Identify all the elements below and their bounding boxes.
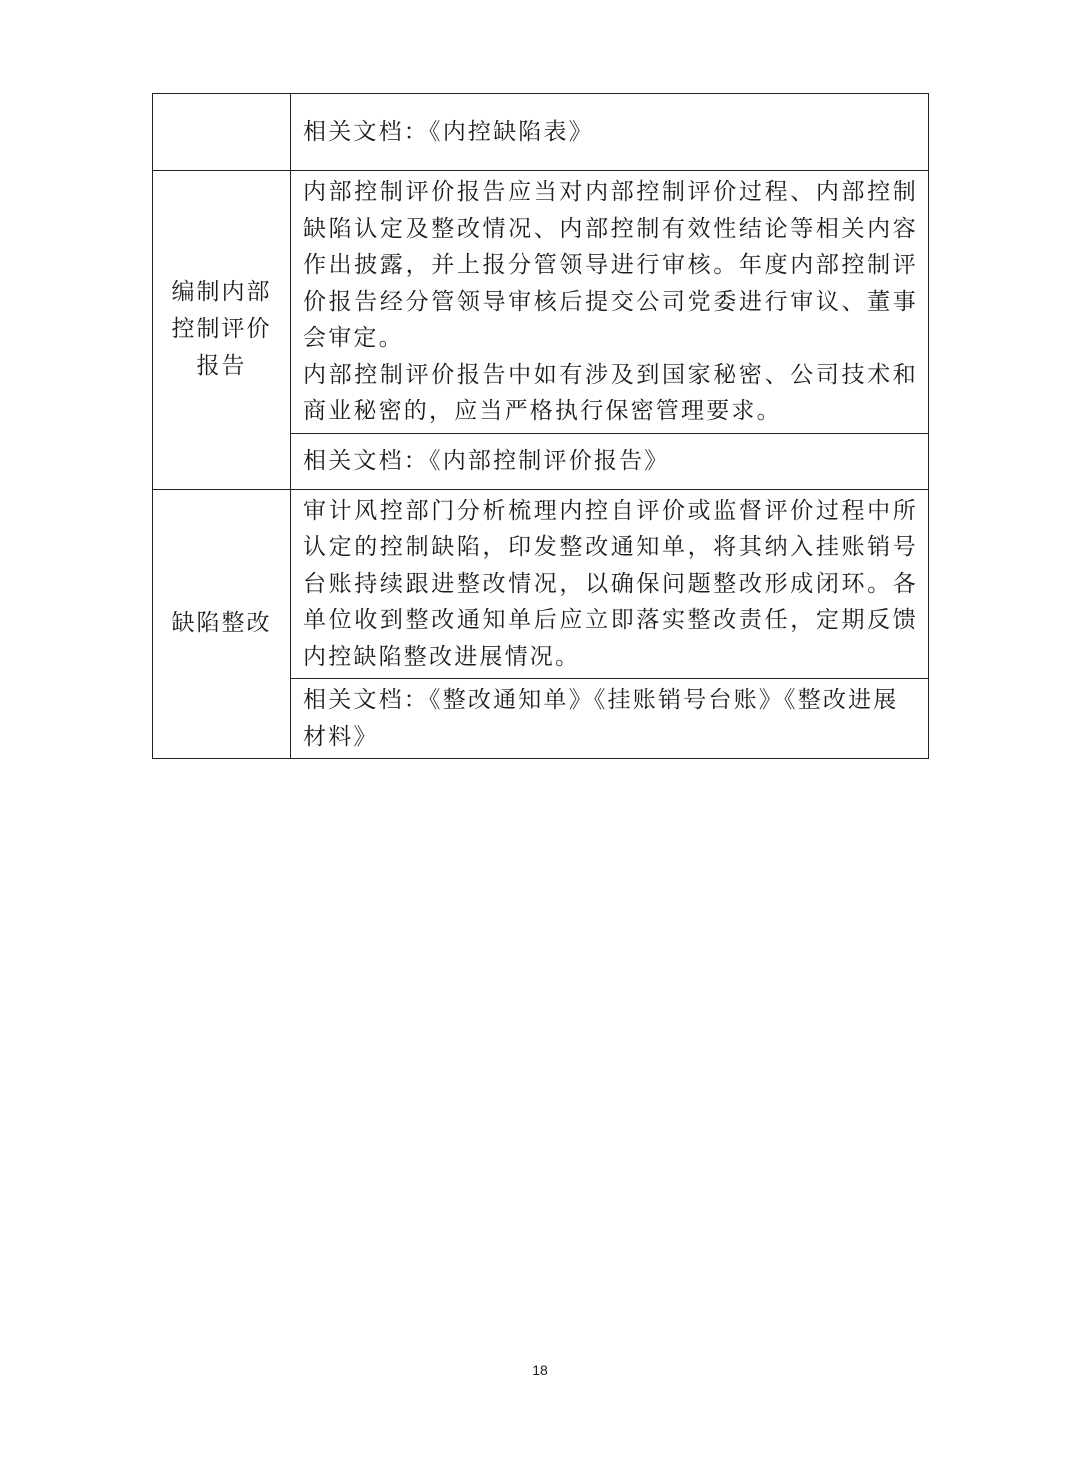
related-docs-text: 相关文档：《内部控制评价报告》 (303, 447, 670, 474)
related-docs-cell (291, 433, 929, 489)
row-label-cell (153, 94, 291, 171)
table-row (153, 171, 929, 434)
row-label-cell (153, 171, 291, 490)
related-docs-text: 相关文档：《整改通知单》《挂账销号台账》《整改进展材料》 (303, 687, 899, 750)
row-label: 缺陷整改 (171, 610, 272, 637)
row-label-cell (153, 489, 291, 759)
content-paragraph: 审计风控部门分析梳理内控自评价或监督评价过程中所认定的控制缺陷，印发整改通知单，将其纳入挂账销号台账持续跟进整改情况，以确保问题整改形成闭环。各单位收到整改通知单后应立即落实整改责任，定期反馈内控缺陷整改进展情况。 (303, 497, 918, 670)
content-paragraph: 内部控制评价报告中如有涉及到国家秘密、公司技术和商业秘密的，应当严格执行保密管理要求。 (303, 361, 918, 424)
table-row (153, 489, 929, 679)
related-docs-cell (291, 94, 929, 171)
content-cell (291, 489, 929, 679)
row-label: 编制内部控制评价报告 (171, 279, 272, 380)
procedure-table (152, 93, 929, 759)
related-docs-cell (291, 679, 929, 759)
table-row (153, 94, 929, 171)
page-number: 18 (532, 1362, 548, 1378)
related-docs-text: 相关文档：《内控缺陷表》 (303, 118, 594, 145)
content-cell (291, 171, 929, 434)
content-paragraph: 内部控制评价报告应当对内部控制评价过程、内部控制缺陷认定及整改情况、内部控制有效性结论等相关内容作出披露，并上报分管领导进行审核。年度内部控制评价报告经分管领导审核后提交公司党委进行审议、董事会审定。 (303, 179, 918, 351)
